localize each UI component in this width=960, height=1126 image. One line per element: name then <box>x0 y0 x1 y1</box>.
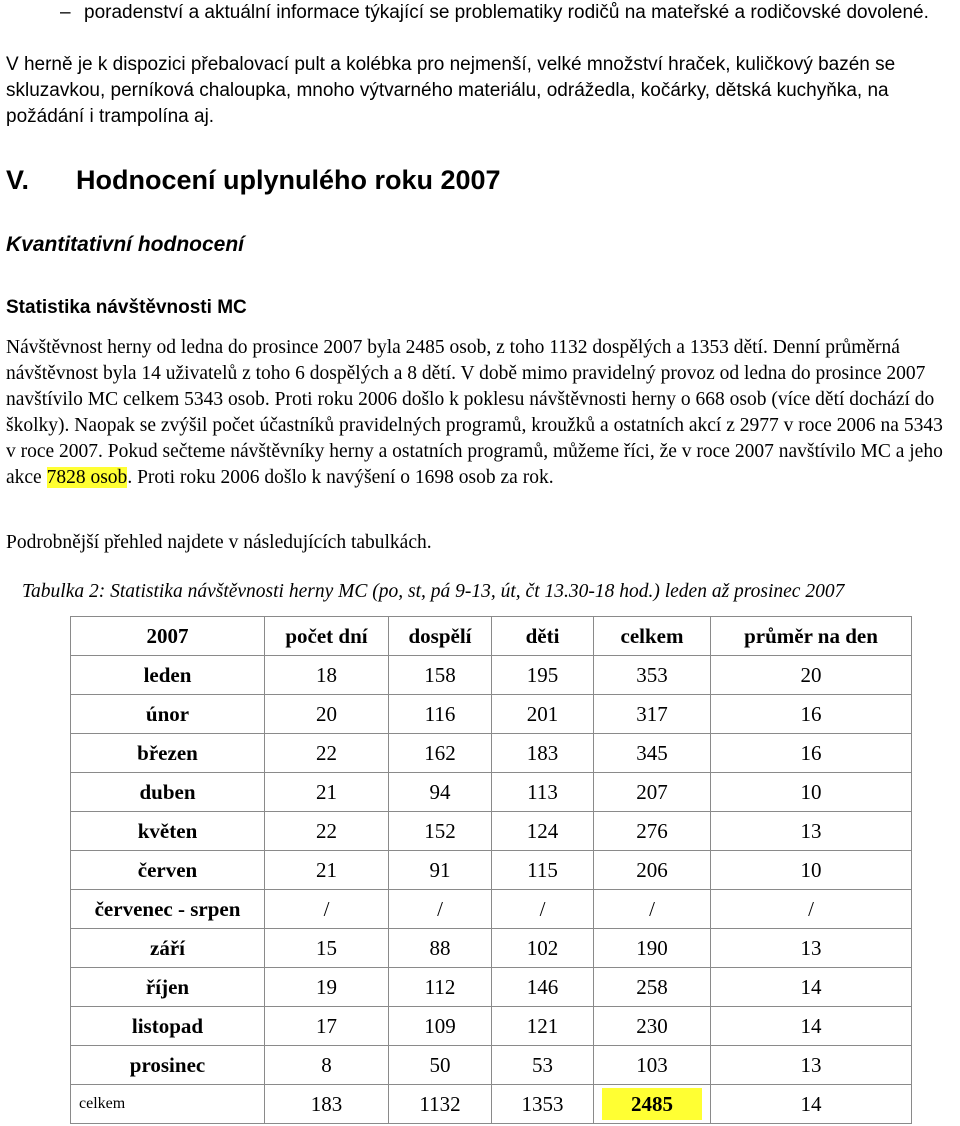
attendance-text-after: . Proti roku 2006 došlo k navýšení o 1698 osob za rok. <box>127 467 554 488</box>
table-row <box>71 773 912 812</box>
header-cell: dospělí <box>389 617 492 656</box>
value-cell: 16 <box>711 695 912 734</box>
table-row <box>71 695 912 734</box>
header-cell: děti <box>492 617 594 656</box>
value-cell: 103 <box>594 1046 711 1085</box>
highlighted-grand-total: 2485 <box>602 1088 702 1120</box>
total-cell-highlighted <box>594 1085 711 1124</box>
chapter-heading <box>6 160 501 200</box>
value-cell: 21 <box>265 851 389 890</box>
attendance-table <box>70 616 912 1124</box>
month-cell: říjen <box>71 968 265 1007</box>
table-row <box>71 734 912 773</box>
value-cell: 20 <box>711 656 912 695</box>
value-cell: / <box>594 890 711 929</box>
value-cell: 124 <box>492 812 594 851</box>
header-cell: 2007 <box>71 617 265 656</box>
value-cell: 8 <box>265 1046 389 1085</box>
value-cell: 22 <box>265 734 389 773</box>
value-cell: / <box>492 890 594 929</box>
month-cell: červen <box>71 851 265 890</box>
chapter-number: V. <box>6 165 30 195</box>
table-body <box>71 656 912 1085</box>
total-cell: 183 <box>265 1085 389 1124</box>
value-cell: 13 <box>711 812 912 851</box>
table-row <box>71 929 912 968</box>
value-cell: 10 <box>711 851 912 890</box>
value-cell: 88 <box>389 929 492 968</box>
month-cell: duben <box>71 773 265 812</box>
value-cell: 16 <box>711 734 912 773</box>
value-cell: 158 <box>389 656 492 695</box>
value-cell: / <box>711 890 912 929</box>
bullet-text: poradenství a aktuální informace týkající se problematiky rodičů na mateřské a rodičovské dovolené. <box>84 2 929 23</box>
value-cell: 21 <box>265 773 389 812</box>
month-cell: listopad <box>71 1007 265 1046</box>
table-header-row <box>71 617 912 656</box>
value-cell: 15 <box>265 929 389 968</box>
value-cell: 112 <box>389 968 492 1007</box>
month-cell: květen <box>71 812 265 851</box>
value-cell: 345 <box>594 734 711 773</box>
table-row <box>71 1046 912 1085</box>
table-row <box>71 890 912 929</box>
header-cell: průměr na den <box>711 617 912 656</box>
value-cell: 146 <box>492 968 594 1007</box>
value-cell: 206 <box>594 851 711 890</box>
value-cell: 195 <box>492 656 594 695</box>
value-cell: 14 <box>711 968 912 1007</box>
value-cell: 183 <box>492 734 594 773</box>
table-row <box>71 656 912 695</box>
value-cell: 115 <box>492 851 594 890</box>
value-cell: 94 <box>389 773 492 812</box>
value-cell: 19 <box>265 968 389 1007</box>
value-cell: 13 <box>711 929 912 968</box>
month-cell: únor <box>71 695 265 734</box>
table-row <box>71 1007 912 1046</box>
subheading: Kvantitativní hodnocení <box>6 233 245 256</box>
value-cell: 50 <box>389 1046 492 1085</box>
attendance-paragraph <box>6 335 956 491</box>
value-cell: 10 <box>711 773 912 812</box>
month-cell: červenec - srpen <box>71 890 265 929</box>
value-cell: 162 <box>389 734 492 773</box>
value-cell: 190 <box>594 929 711 968</box>
value-cell: / <box>265 890 389 929</box>
overview-note: Podrobnější přehled najdete v následujících tabulkách. <box>6 532 432 553</box>
value-cell: 201 <box>492 695 594 734</box>
playroom-paragraph: V herně je k dispozici přebalovací pult a kolébka pro nejmenší, velké množství hraček, kuličkový bazén se skluzavkou, perníková chaloupka, mnoho výtvarného materiálu, odrážedla, kočárky, dětská kuchyňka, na požádání i trampolína aj. <box>6 54 896 127</box>
attendance-text-before: Návštěvnost herny od ledna do prosince 2007 byla 2485 osob, z toho 1132 dospělých a 1353 dětí. Denní průměrná návštěvnost byla 14 uživatelů z toho 6 dospělých a 8 dětí. V době mimo pravidelný provoz od ledna do prosince 2007 navštívilo MC celkem 5343 osob. Proti roku 2006 došlo k poklesu návštěvnosti herny o 668 osob (více dětí dochází do školky). Naopak se zvýšil počet účastníků pravidelných programů, kroužků a ostatních akcí z 2977 v roce 2006 na 5343 v roce 2007. Pokud sečteme návštěvníky herny a ostatních programů, můžeme říci, že v roce 2007 navštívilo MC a jeho akce <box>6 337 943 488</box>
header-cell: počet dní <box>265 617 389 656</box>
value-cell: 109 <box>389 1007 492 1046</box>
value-cell: 13 <box>711 1046 912 1085</box>
table-row <box>71 851 912 890</box>
value-cell: 14 <box>711 1007 912 1046</box>
chapter-title: Hodnocení uplynulého roku 2007 <box>76 165 501 195</box>
value-cell: 207 <box>594 773 711 812</box>
value-cell: 152 <box>389 812 492 851</box>
bullet-dash: – <box>60 2 71 23</box>
value-cell: 17 <box>265 1007 389 1046</box>
value-cell: 121 <box>492 1007 594 1046</box>
value-cell: 353 <box>594 656 711 695</box>
value-cell: 258 <box>594 968 711 1007</box>
total-cell: 1132 <box>389 1085 492 1124</box>
month-cell: září <box>71 929 265 968</box>
table-row <box>71 812 912 851</box>
value-cell: 91 <box>389 851 492 890</box>
total-label: celkem <box>71 1085 265 1124</box>
value-cell: 102 <box>492 929 594 968</box>
value-cell: 113 <box>492 773 594 812</box>
table-total-row <box>71 1085 912 1124</box>
value-cell: 276 <box>594 812 711 851</box>
value-cell: 20 <box>265 695 389 734</box>
value-cell: 230 <box>594 1007 711 1046</box>
section-title: Statistika návštěvnosti MC <box>6 297 247 318</box>
total-cell: 1353 <box>492 1085 594 1124</box>
total-cell: 14 <box>711 1085 912 1124</box>
value-cell: 317 <box>594 695 711 734</box>
value-cell: 53 <box>492 1046 594 1085</box>
value-cell: 18 <box>265 656 389 695</box>
month-cell: březen <box>71 734 265 773</box>
month-cell: leden <box>71 656 265 695</box>
value-cell: 22 <box>265 812 389 851</box>
value-cell: 116 <box>389 695 492 734</box>
value-cell: / <box>389 890 492 929</box>
table-row <box>71 968 912 1007</box>
header-cell: celkem <box>594 617 711 656</box>
highlighted-total: 7828 osob <box>46 467 128 488</box>
table-caption: Tabulka 2: Statistika návštěvnosti herny MC (po, st, pá 9-13, út, čt 13.30-18 hod.) leden až prosinec 2007 <box>22 581 845 602</box>
month-cell: prosinec <box>71 1046 265 1085</box>
